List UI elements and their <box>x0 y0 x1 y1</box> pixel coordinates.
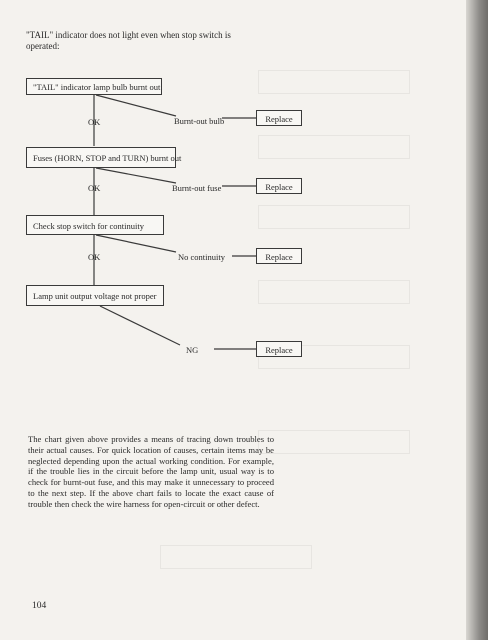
replace-box: Replace <box>256 248 302 264</box>
ok-label: OK <box>88 252 101 262</box>
check-box-tail-bulb: "TAIL" indicator lamp bulb burnt out <box>26 78 162 95</box>
replace-box: Replace <box>256 110 302 126</box>
connector-diagonal <box>96 95 176 116</box>
check-box-lamp-voltage: Lamp unit output voltage not proper <box>26 285 164 306</box>
body-paragraph: The chart given above provides a means of tracing down troubles to their actual causes. For quick location of causes, certain items may be neglected depending upon the actual working condition. For example, if the trouble lies in the circuit before the lamp unit, usual way is to check for burnt-out fuse, and this may make it unnecessary to proceed to the next step. If the above chart fails to locate the exact cause of trouble then check the wire harness for open-circuit or other defect. <box>28 434 274 509</box>
check-box-stop-switch: Check stop switch for continuity <box>26 215 164 235</box>
replace-box: Replace <box>256 178 302 194</box>
cause-label: Burnt-out fuse <box>172 183 222 193</box>
replace-box: Replace <box>256 341 302 357</box>
cause-label: Burnt-out bulb <box>174 116 225 126</box>
connector-diagonal <box>96 235 176 252</box>
ok-label: OK <box>88 117 101 127</box>
intro-text: "TAIL" indicator does not light even when stop switch is operated: <box>26 30 231 51</box>
connector-diagonal <box>96 168 176 183</box>
connector-diagonal <box>100 306 180 345</box>
ok-label: OK <box>88 183 101 193</box>
check-box-fuses: Fuses (HORN, STOP and TURN) burnt out <box>26 147 176 168</box>
ng-label: NG <box>186 345 199 355</box>
page-number: 104 <box>32 601 47 611</box>
cause-label: No continuity <box>178 252 225 262</box>
